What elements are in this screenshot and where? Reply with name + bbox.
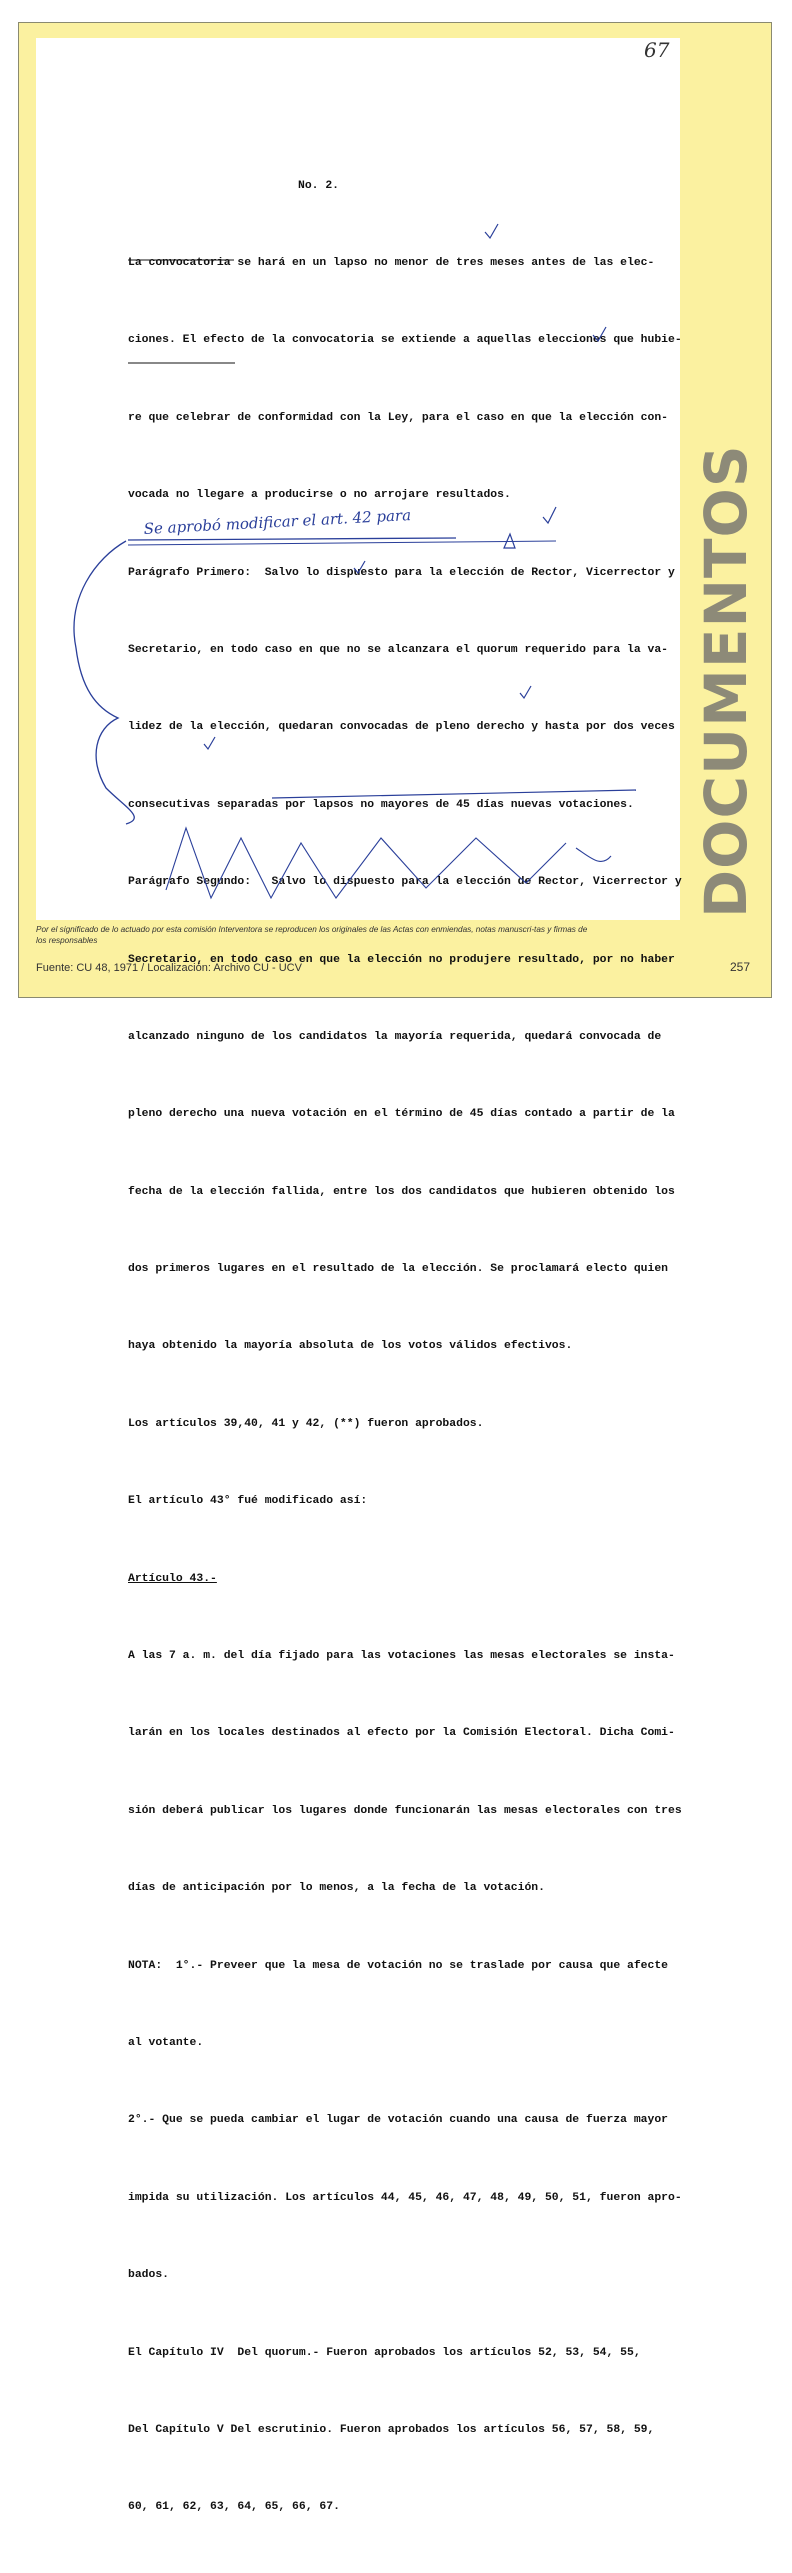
zigzag-annotation bbox=[166, 828, 566, 898]
page-number: 257 bbox=[730, 960, 751, 974]
text-line: días de anticipación por lo menos, a la fecha de la votación. bbox=[128, 1882, 545, 1895]
text-line: bados. bbox=[128, 2269, 170, 2282]
text-line-paragrafo-primero: Parágrafo Primero: Salvo lo dispuesto para la elección de Rector, Vicerrector y bbox=[128, 566, 675, 579]
text-line: dos primeros lugares en el resultado de la elección. Se proclamará electo quien bbox=[128, 1263, 669, 1276]
strike-through bbox=[128, 538, 456, 540]
strike-through bbox=[272, 790, 636, 798]
article-heading: Artículo 43.- bbox=[128, 1572, 217, 1585]
text-line: impida su utilización. Los artículos 44, 45, 46, 47, 48, 49, 50, 51, fueron apro- bbox=[128, 2191, 682, 2204]
text-line: al votante. bbox=[128, 2036, 204, 2049]
bracket-annotation bbox=[74, 541, 134, 824]
text-line: fecha de la elección fallida, entre los dos candidatos que hubieren obtenido los bbox=[128, 1185, 675, 1198]
text-line: haya obtenido la mayoría absoluta de los votos válidos efectivos. bbox=[128, 1340, 573, 1353]
text-line: larán en los locales destinados al efecto por la Comisión Electoral. Dicha Comi- bbox=[128, 1727, 675, 1740]
text-line: ciones. El efecto de la convocatoria se extiende a aquellas elecciones que hubie- bbox=[128, 334, 682, 347]
handwritten-page-number: 67 bbox=[644, 38, 670, 62]
strike-through bbox=[128, 541, 556, 545]
check-mark-icon bbox=[520, 686, 531, 698]
text-line: sión deberá publicar los lugares donde funcionarán las mesas electorales con tres bbox=[128, 1804, 682, 1817]
text-line: 2°.- Que se pueda cambiar el lugar de votación cuando una causa de fuerza mayor bbox=[128, 2114, 669, 2127]
section-title-vertical: DOCUMENTOS bbox=[692, 444, 760, 918]
source-note: Fuente: CU 48, 1971 / Localización: Archivo CU - UCV bbox=[36, 962, 302, 974]
text-line: A las 7 a. m. del día fijado para las votaciones las mesas electorales se insta- bbox=[128, 1650, 675, 1663]
text-line: Los artículos 39,40, 41 y 42, (**) fueron aprobados. bbox=[128, 1417, 484, 1430]
text-line: consecutivas separadas por lapsos no mayores de 45 días nuevas votaciones. bbox=[128, 798, 634, 811]
figure-caption: Por el significado de lo actuado por esta comisión Interventora se reproducen los originales de las Actas con enmiendas, notas manuscri-tas y firmas de los responsables bbox=[36, 925, 588, 945]
text-line: Del Capítulo V Del escrutinio. Fueron aprobados los artículos 56, 57, 58, 59, bbox=[128, 2423, 655, 2436]
text-line: alcanzado ninguno de los candidatos la mayoría requerida, quedará convocada de bbox=[128, 1030, 662, 1043]
text-line: 60, 61, 62, 63, 64, 65, 66, 67. bbox=[128, 2501, 340, 2514]
text-line: El artículo 43° fué modificado así: bbox=[128, 1495, 368, 1508]
text-line: Secretario, en todo caso en que la elección no produjere resultado, por no haber bbox=[128, 953, 675, 966]
check-mark-icon bbox=[543, 507, 556, 523]
check-mark-icon bbox=[204, 737, 215, 749]
check-mark-icon bbox=[485, 224, 498, 238]
text-line: El Capítulo IV Del quorum.- Fueron aprobados los artículos 52, 53, 54, 55, bbox=[128, 2346, 641, 2359]
check-mark-icon bbox=[593, 327, 606, 341]
document-title: No. 2. bbox=[298, 179, 340, 192]
text-line: Secretario, en todo caso en que no se alcanzara el quorum requerido para la va- bbox=[128, 643, 669, 656]
check-mark-icon bbox=[354, 561, 365, 573]
handwritten-annotations bbox=[36, 38, 680, 920]
text-line-paragrafo-segundo: Parágrafo Segundo: Salvo lo dispuesto para la elección de Rector, Vicerrector y bbox=[128, 876, 682, 889]
text-line-nota: NOTA: 1°.- Preveer que la mesa de votación no se traslade por causa que afecte bbox=[128, 1959, 669, 1972]
text-line: re que celebrar de conformidad con la Ley, para el caso en que la elección con- bbox=[128, 411, 669, 424]
text-line: La convocatoria se hará en un lapso no menor de tres meses antes de las elec- bbox=[128, 256, 655, 269]
text-line: lidez de la elección, quedaran convocadas de pleno derecho y hasta por dos veces bbox=[128, 721, 675, 734]
handwritten-note: Se aprobó modificar el art. 42 para bbox=[143, 506, 412, 538]
text-line: pleno derecho una nueva votación en el término de 45 días contado a partir de la bbox=[128, 1108, 675, 1121]
text-line: vocada no llegare a producirse o no arrojare resultados. bbox=[128, 489, 511, 502]
